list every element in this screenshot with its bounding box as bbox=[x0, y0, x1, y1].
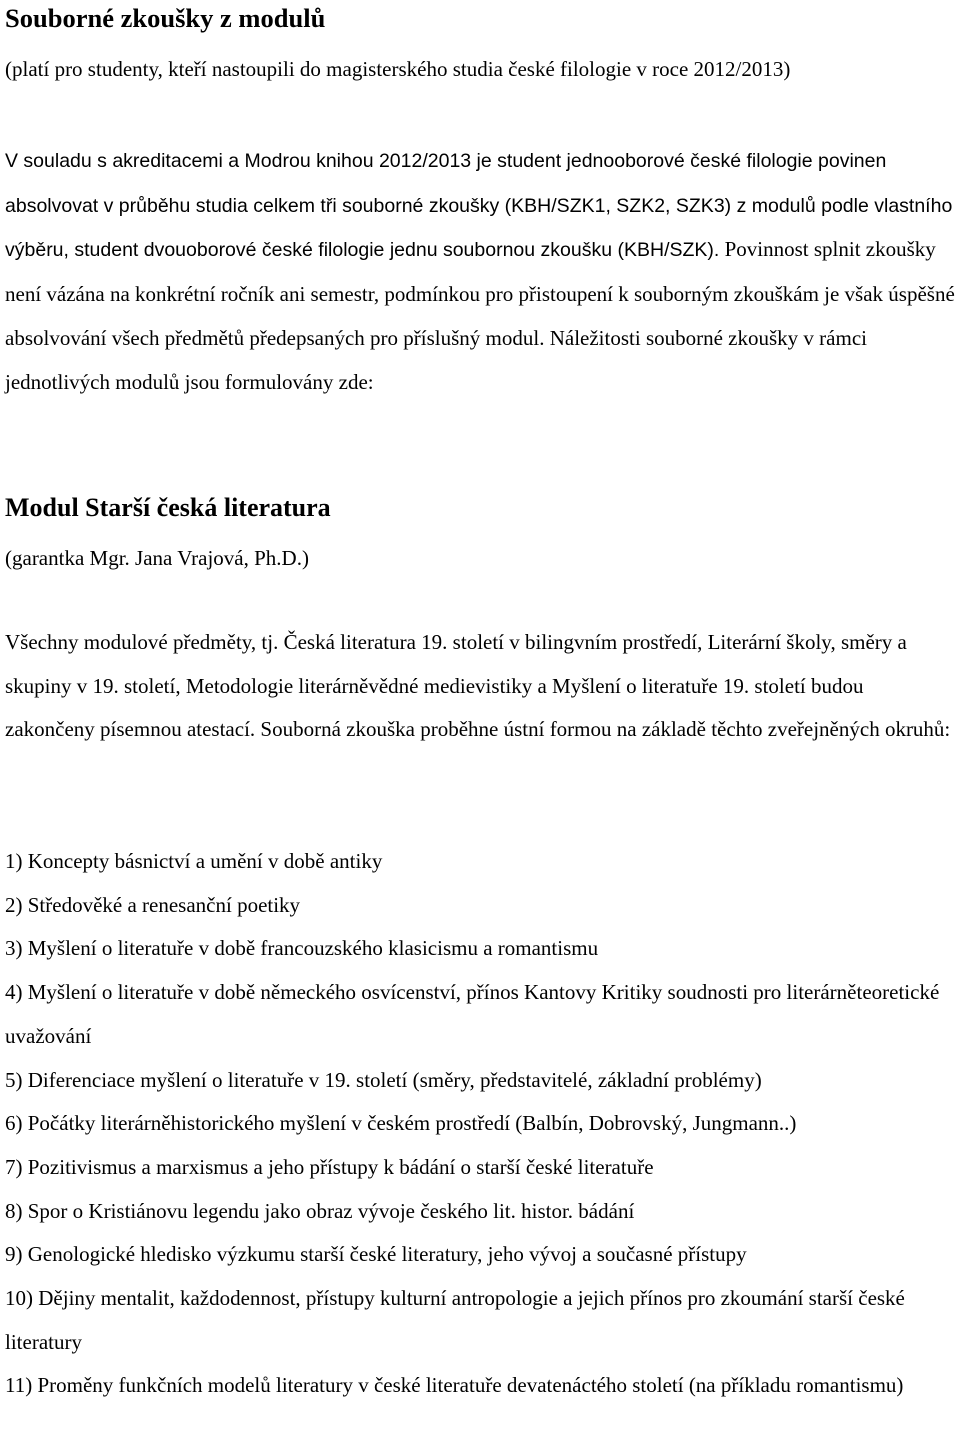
exam-topic: 3) Myšlení o literatuře v době francouzského klasicismu a romantismu bbox=[5, 936, 599, 961]
exam-topic: 1) Koncepty básnictví a umění v době antiky bbox=[5, 849, 383, 873]
exam-topic: 6) Počátky literárněhistorického myšlení v českém prostředí (Balbín, Dobrovský, Jungmann..) bbox=[5, 1111, 797, 1136]
exam-topic: 7) Pozitivismus a marxismus a jeho přístupy k bádání o starší české literatuře bbox=[5, 1154, 654, 1179]
exam-topic: 4) Myšlení o literatuře v době německého osvícenství, přínos Kantovy Kritiky soudnosti pro literárněteoretické uvažování bbox=[5, 980, 940, 1048]
page-subtitle: (platí pro studenty, kteří nastoupili do magisterského studia české filologie v roce 2012/2013) bbox=[5, 57, 791, 81]
module-heading: Modul Starší česká literatura bbox=[5, 493, 331, 522]
exam-topic: 9) Genologické hledisko výzkumu starší české literatury, jeho vývoj a současné přístupy bbox=[5, 1242, 747, 1267]
intro-text-obligation: Povinnost splnit zkoušky není vázána na konkrétní ročník ani semestr, podmínkou pro přistoupení k souborným zkouškám je však úspěšné absolvování všech předmětů předepsaných pro příslušný modul. bbox=[5, 237, 955, 350]
exam-topic: 8) Spor o Kristiánovu legendu jako obraz vývoje českého lit. histor. bádání bbox=[5, 1198, 635, 1223]
page-title: Souborné zkoušky z modulů bbox=[5, 3, 326, 33]
exam-topic: 2) Středověké a renesanční poetiky bbox=[5, 892, 301, 917]
exam-topic: 11) Proměny funkčních modelů literatury v české literatuře devatenáctého století (na příkladu romantismu) bbox=[5, 1373, 904, 1398]
module-description: Všechny modulové předměty, tj. Česká literatura 19. století v bilingvním prostředí, Literární školy, směry a skupiny v 19. století, Metodologie literárněvědné medievistiky a Myšlení o literatuře 19. století budou zakončeny písemnou atestací. Souborná zkouška proběhne ústní formou na základě těchto zveřejněných okruhů: bbox=[5, 630, 951, 742]
intro-paragraph bbox=[5, 139, 955, 404]
exam-topics-list bbox=[5, 840, 960, 1408]
exam-topic: 10) Dějiny mentalit, každodennost, přístupy kulturní antropologie a jejich přínos pro zkoumání starší české literatury bbox=[5, 1286, 905, 1354]
module-guarantor: (garantka Mgr. Jana Vrajová, Ph.D.) bbox=[5, 546, 309, 570]
intro-text-details: Náležitosti souborné zkoušky v rámci jednotlivých modulů jsou formulovány zde: bbox=[5, 325, 867, 394]
exam-topic: 5) Diferenciace myšlení o literatuře v 19. století (směry, představitelé, základní problémy) bbox=[5, 1067, 762, 1092]
intro-text-sans: V souladu s akreditacemi a Modrou knihou 2012/2013 je student jednooborové české filologie povinen absolvovat v průběhu studia celkem tři souborné zkoušky (KBH/SZK1, SZK2, SZK3) z modulů podle vlastního výběru, student dvouoborové české filologie jednu soubornou zkoušku (KBH/SZK). bbox=[5, 150, 953, 262]
